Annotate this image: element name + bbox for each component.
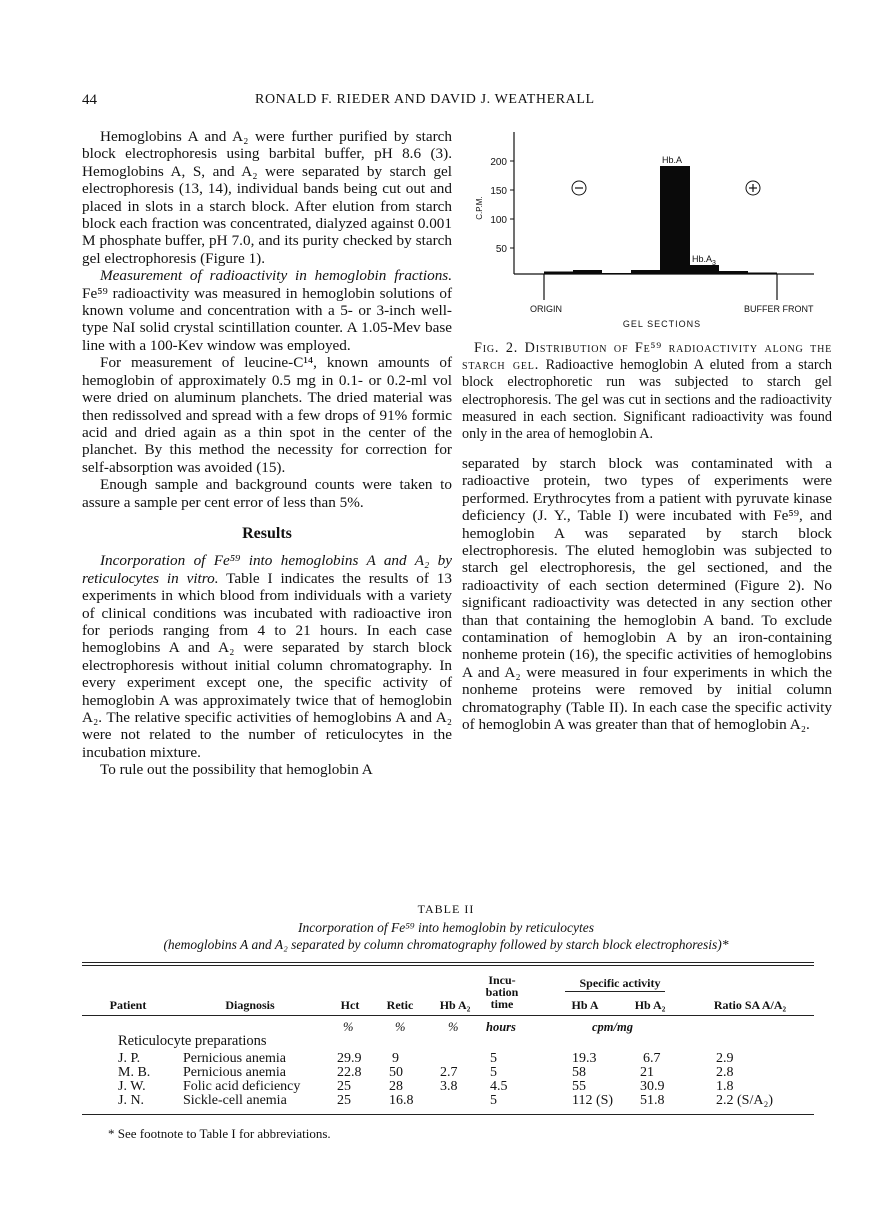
bar-chart [462, 128, 832, 333]
running-head: RONALD F. RIEDER AND DAVID J. WEATHERALL [255, 92, 595, 107]
cell-hba2: 3.8 [440, 1079, 458, 1094]
page-number: 44 [82, 92, 97, 108]
table-subtitle: (hemoglobins A and A₂ separated by column chromatography followed by starch block electrophoresis)* [163, 937, 729, 952]
col-header-specific-activity: Specific activity [579, 976, 661, 990]
cell-patient: J. W. [118, 1079, 146, 1094]
paragraph [82, 552, 452, 761]
paragraph: Hemoglobins A and A₂ were further purified by starch block electrophoresis using barbital buffer, pH 8.6 (3). Hemoglobins A, S, and A₂ were separated by starch gel electrophoresis (13, 14), individual bands being cut out and placed in slots in a starch block. After elution from starch block each fraction was concentrated, dialyzed against 0.001 M phosphate buffer, pH 7.0, and its purity checked by starch gel electrophoresis (Figure 1). [82, 128, 452, 267]
header-line: time [490, 997, 514, 1011]
cell-diagnosis: Folic acid deficiency [183, 1079, 301, 1094]
unit-hba2: % [448, 1020, 459, 1034]
cell-retic: 28 [389, 1079, 403, 1094]
paragraph-heading: Measurement of radioactivity in hemoglobin fractions. [100, 267, 452, 285]
bars [544, 166, 777, 274]
table-group-label: Reticulocyte preparations [118, 1033, 267, 1049]
cell-time: 4.5 [490, 1079, 508, 1094]
col-header-diagnosis: Diagnosis [225, 998, 275, 1012]
paragraph: Enough sample and background counts were taken to assure a sample per cent error of less than 5%. [82, 476, 452, 511]
figure-2-chart [462, 128, 832, 333]
paragraph: To rule out the possibility that hemoglobin A [100, 761, 373, 779]
cell-patient: J. N. [118, 1093, 145, 1108]
cell-diagnosis: Pernicious anemia [183, 1065, 287, 1080]
cell-ratio: 2.9 [716, 1051, 734, 1066]
cell-diagnosis: Sickle-cell anemia [183, 1093, 287, 1108]
header-line: Incu- [488, 973, 516, 987]
table-top-rule [82, 965, 814, 966]
svg-text:ORIGIN: ORIGIN [530, 304, 563, 314]
col-header-hba2: Hb A₂ [439, 998, 471, 1012]
spanner-rule [565, 991, 665, 992]
unit-hct: % [343, 1020, 354, 1034]
cell-hct: 29.9 [337, 1051, 362, 1066]
table-top-rule [82, 962, 814, 963]
cell-diagnosis: Pernicious anemia [183, 1051, 287, 1066]
paragraph-text: Fe⁵⁹ radioactivity was measured in hemoglobin solutions of known volume and concentration with a 5- or 3-inch well-type NaI solid crystal scintillation counter. A 1.05-Mev base line with a 100-Kev window was employed. [82, 284, 452, 354]
header-line: bation [485, 985, 519, 999]
cell-sa-a2: 21 [640, 1065, 654, 1080]
cell-sa-a: 58 [572, 1065, 586, 1080]
figure-caption [462, 340, 832, 443]
svg-text:GEL SECTIONS: GEL SECTIONS [622, 319, 702, 329]
svg-text:BUFFER FRONT: BUFFER FRONT [744, 304, 814, 314]
svg-text:C.P.M.: C.P.M. [475, 196, 484, 220]
svg-text:Hb.A3: $Hb.A_3$ [692, 254, 716, 267]
paragraph-heading: Incorporation of Fe⁵⁹ into hemoglobins A and A₂ by reticulocytes in vitro. [82, 552, 452, 587]
cell-hct: 22.8 [337, 1065, 362, 1080]
svg-text:50: 50 [495, 244, 507, 255]
cell-hct: 25 [337, 1079, 351, 1094]
svg-text:Hb.A: Hb.A [662, 155, 683, 165]
cell-ratio: 2.8 [716, 1065, 734, 1080]
paragraph [82, 267, 452, 354]
figure-caption-text: Radioactive hemoglobin A eluted from a starch block electrophoretic run was subjected to starch gel electrophoresis. The gel was cut in sections and the radioactivity measured in each section. Significant radioactivity was found only in the area of hemoglobin A. [462, 357, 832, 443]
col-header-sa-hba: Hb A [571, 998, 599, 1012]
col-header-patient: Patient [109, 998, 147, 1012]
svg-text:150: 150 [490, 186, 507, 197]
table-subtitle: Incorporation of Fe⁵⁹ into hemoglobin by reticulocytes [297, 920, 595, 935]
cell-retic: 16.8 [389, 1093, 414, 1108]
cell-ratio: 1.8 [716, 1079, 734, 1094]
cell-patient: J. P. [118, 1051, 141, 1066]
cell-sa-a2: 51.8 [640, 1093, 665, 1108]
cell-sa-a: 19.3 [572, 1051, 597, 1066]
paragraph: For measurement of leucine-C¹⁴, known amounts of hemoglobin of approximately 0.5 mg in 0.1- or 0.2-ml vol were dried on aluminum planchets. The dried material was then redissolved and spread with a few drops of 91% formic acid and dried again as a thin spot in the center of the planchet. By this method the necessity for correction for self-absorption was avoided (15). [82, 354, 452, 476]
col-header-hct: Hct [340, 998, 360, 1012]
cell-time: 5 [490, 1093, 497, 1108]
cell-patient: M. B. [118, 1065, 151, 1080]
figure-caption-label: Fig. 2. Distribution of Fe⁵⁹ radioactivity along the starch gel. [462, 340, 832, 374]
cell-retic: 50 [389, 1065, 403, 1080]
paragraph-text: Table I indicates the results of 13 experiments in which blood from individuals with a variety of clinical conditions was incubated with radioactive iron for periods ranging from 4 to 21 hours. In each case hemoglobins A and A₂ were separated by starch block electrophoresis without initial column chromatography. In every experiment except one, the specific activity of hemoglobin A was approximately twice that of hemoglobin A₂. The relative specific activities of hemoglobins A and A₂ were not related to the number of reticulocytes in the incubation mixture. [82, 569, 452, 761]
unit-sa: cpm/mg [592, 1020, 633, 1034]
cell-ratio: 2.2 (S/A₂) [716, 1093, 773, 1108]
paragraph: separated by starch block was contaminated with a radioactive protein, two types of experiments were performed. Erythrocytes from a patient with pyruvate kinase deficiency (J. Y., Table I) were incubated with Fe⁵⁹, and hemoglobin A was separated by starch block electrophoresis. The eluted hemoglobin was subjected to starch gel electrophoresis, the gel sectioned, and the radioactivity of each section determined (Figure 2). No significant radioactivity was detected in any section other than that containing the hemoglobin A band. To exclude contamination of hemoglobin A by an iron-containing nonheme protein (16), the specific activities of hemoglobins A and A₂ were measured in four experiments in which the nonheme proteins were removed by initial column chromatography (Table II). In each case the specific activity of hemoglobin A was greater than that of hemoglobin A₂. [462, 455, 832, 734]
right-column [462, 455, 832, 734]
svg-text:100: 100 [490, 215, 507, 226]
cell-sa-a2: 6.7 [643, 1051, 661, 1066]
cell-hba2: 2.7 [440, 1065, 458, 1080]
col-header-incubation [480, 974, 524, 1010]
cell-sa-a: 55 [572, 1079, 586, 1094]
table-title: TABLE II [417, 902, 475, 916]
table-header-rule [82, 1015, 814, 1016]
cell-hct: 25 [337, 1093, 351, 1108]
table-bottom-rule [82, 1114, 814, 1115]
col-header-retic: Retic [386, 998, 414, 1012]
col-header-sa-hba2: Hb A₂ [634, 998, 666, 1012]
y-axis-ticks [490, 157, 514, 255]
cell-sa-a: 112 (S) [572, 1093, 614, 1108]
col-header-ratio: Ratio SA A/A₂ [713, 998, 787, 1012]
unit-time: hours [486, 1020, 516, 1034]
left-column [82, 128, 452, 779]
cell-time: 5 [490, 1065, 497, 1080]
cell-retic: 9 [392, 1051, 399, 1066]
cell-sa-a2: 30.9 [640, 1079, 665, 1094]
cell-time: 5 [490, 1051, 497, 1066]
table-footnote: * See footnote to Table I for abbreviations. [108, 1126, 331, 1141]
svg-text:200: 200 [490, 157, 507, 168]
unit-retic: % [395, 1020, 406, 1034]
section-heading: Results [242, 524, 292, 542]
